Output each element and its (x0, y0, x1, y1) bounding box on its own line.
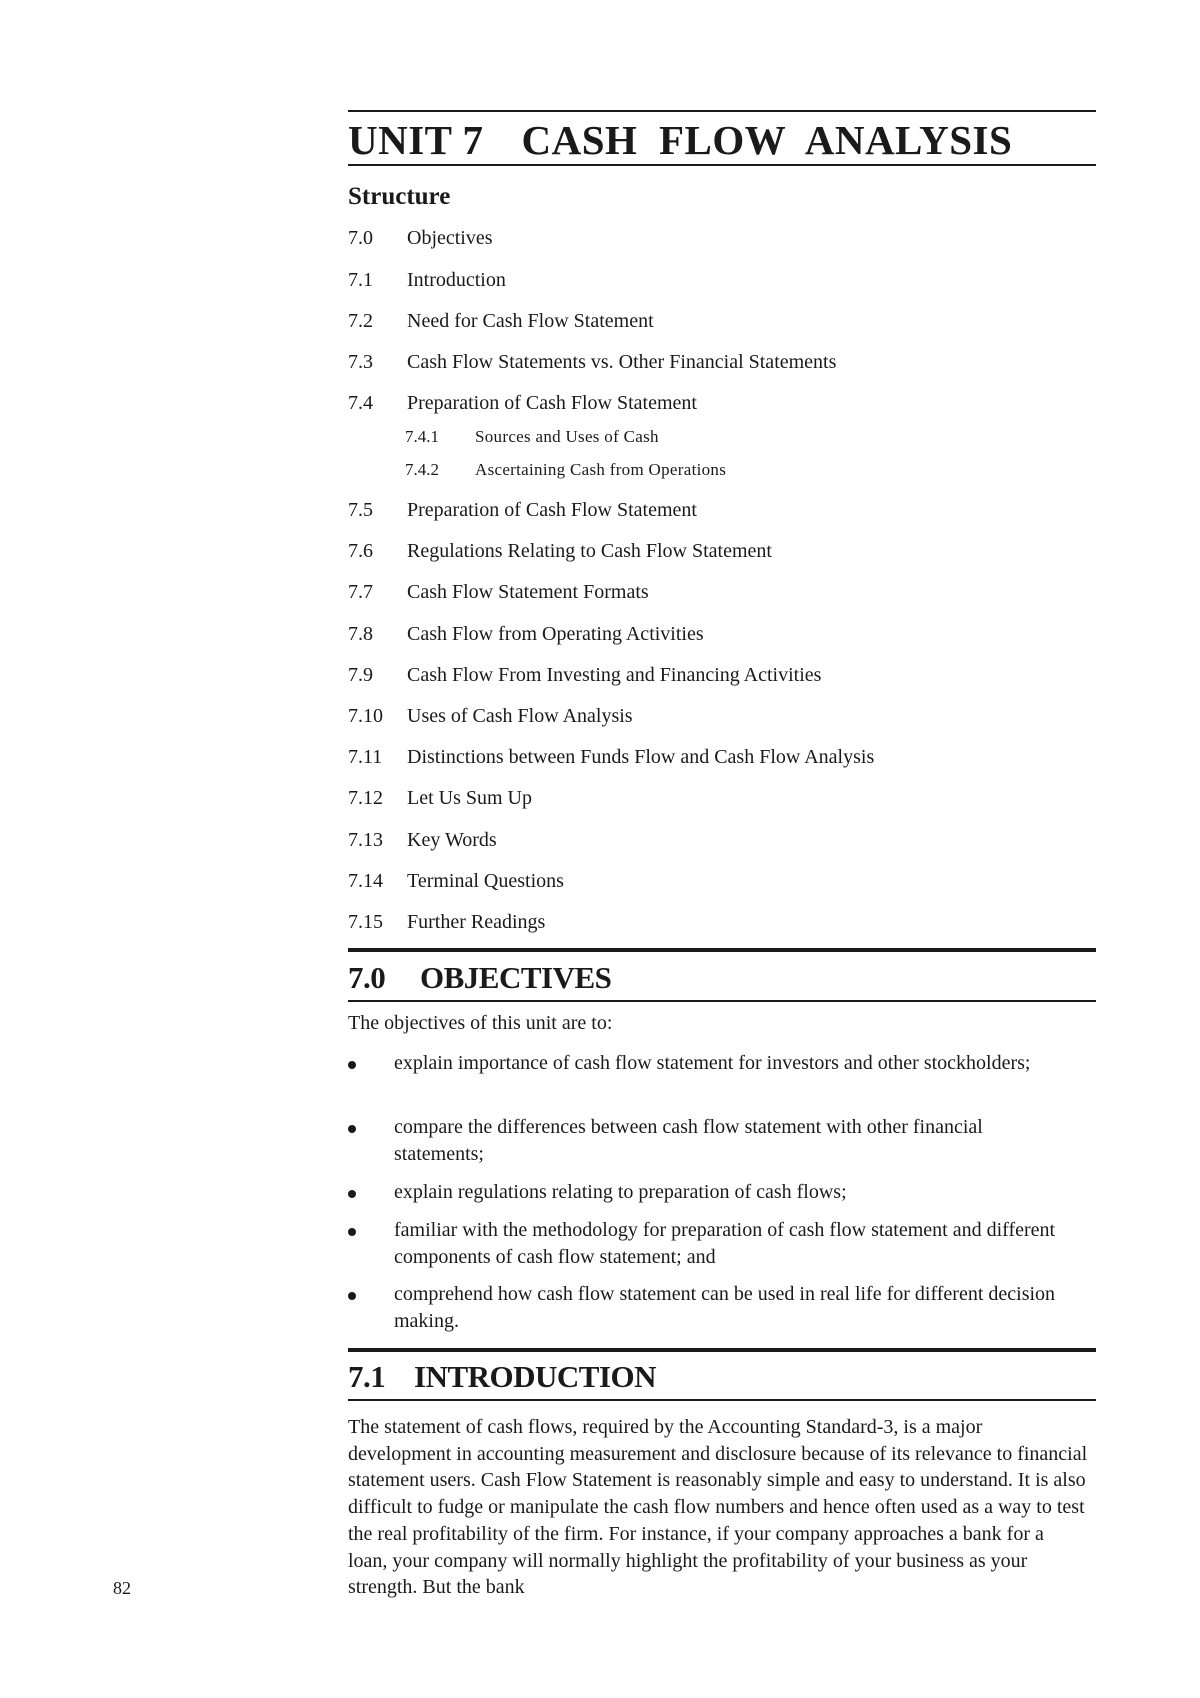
objective-bullet: explain importance of cash flow statement for investors and other stockholders; (348, 1050, 1068, 1077)
bullet-dot (348, 1292, 356, 1300)
introduction-heading (348, 1361, 1096, 1392)
title-top-rule (348, 110, 1096, 112)
objectives-top-rule (348, 948, 1096, 952)
bullet-dot (348, 1228, 356, 1236)
objectives-section-number: 7.0 (348, 960, 386, 995)
objectives-title: OBJECTIVES (420, 960, 612, 995)
introduction-top-rule (348, 1348, 1096, 1352)
objective-bullet: compare the differences between cash flow statement with other financial statements; (348, 1114, 1068, 1168)
objective-bullet: familiar with the methodology for preparation of cash flow statement and different components of cash flow statement; and (348, 1217, 1068, 1271)
unit-title (348, 117, 1096, 163)
bullet-dot (348, 1125, 356, 1133)
unit-title-text: CASH FLOW ANALYSIS (521, 117, 1013, 163)
bullet-dot (348, 1061, 356, 1069)
objective-bullet: comprehend how cash flow statement can be used in real life for different decision making. (348, 1281, 1068, 1335)
introduction-paragraph: The statement of cash flows, required by the Accounting Standard-3, is a major development in accounting measurement and disclosure because of its relevance to financial statement users. Cash Flow Statement is reasonably simple and easy to understand. It is also difficult to fudge or manipulate the cash flow numbers and hence often used as a way to test the real profitability of the firm. For instance, if your company approaches a bank for a loan, your company will normally highlight the profitability of your business as your strength. But the bank (348, 1416, 1088, 1599)
objectives-bottom-rule (348, 1000, 1096, 1002)
introduction-title: INTRODUCTION (414, 1359, 657, 1394)
objectives-intro: The objectives of this unit are to: (348, 1012, 613, 1034)
unit-number: UNIT 7 (348, 117, 484, 163)
page-number: 82 (113, 1578, 131, 1598)
objective-bullet: explain regulations relating to preparation of cash flows; (348, 1179, 1068, 1206)
bullet-dot (348, 1190, 356, 1198)
structure-heading: Structure (348, 183, 451, 210)
introduction-bottom-rule (348, 1399, 1096, 1401)
introduction-section-number: 7.1 (348, 1359, 386, 1394)
objectives-heading (348, 962, 1096, 993)
title-bottom-rule (348, 164, 1096, 166)
